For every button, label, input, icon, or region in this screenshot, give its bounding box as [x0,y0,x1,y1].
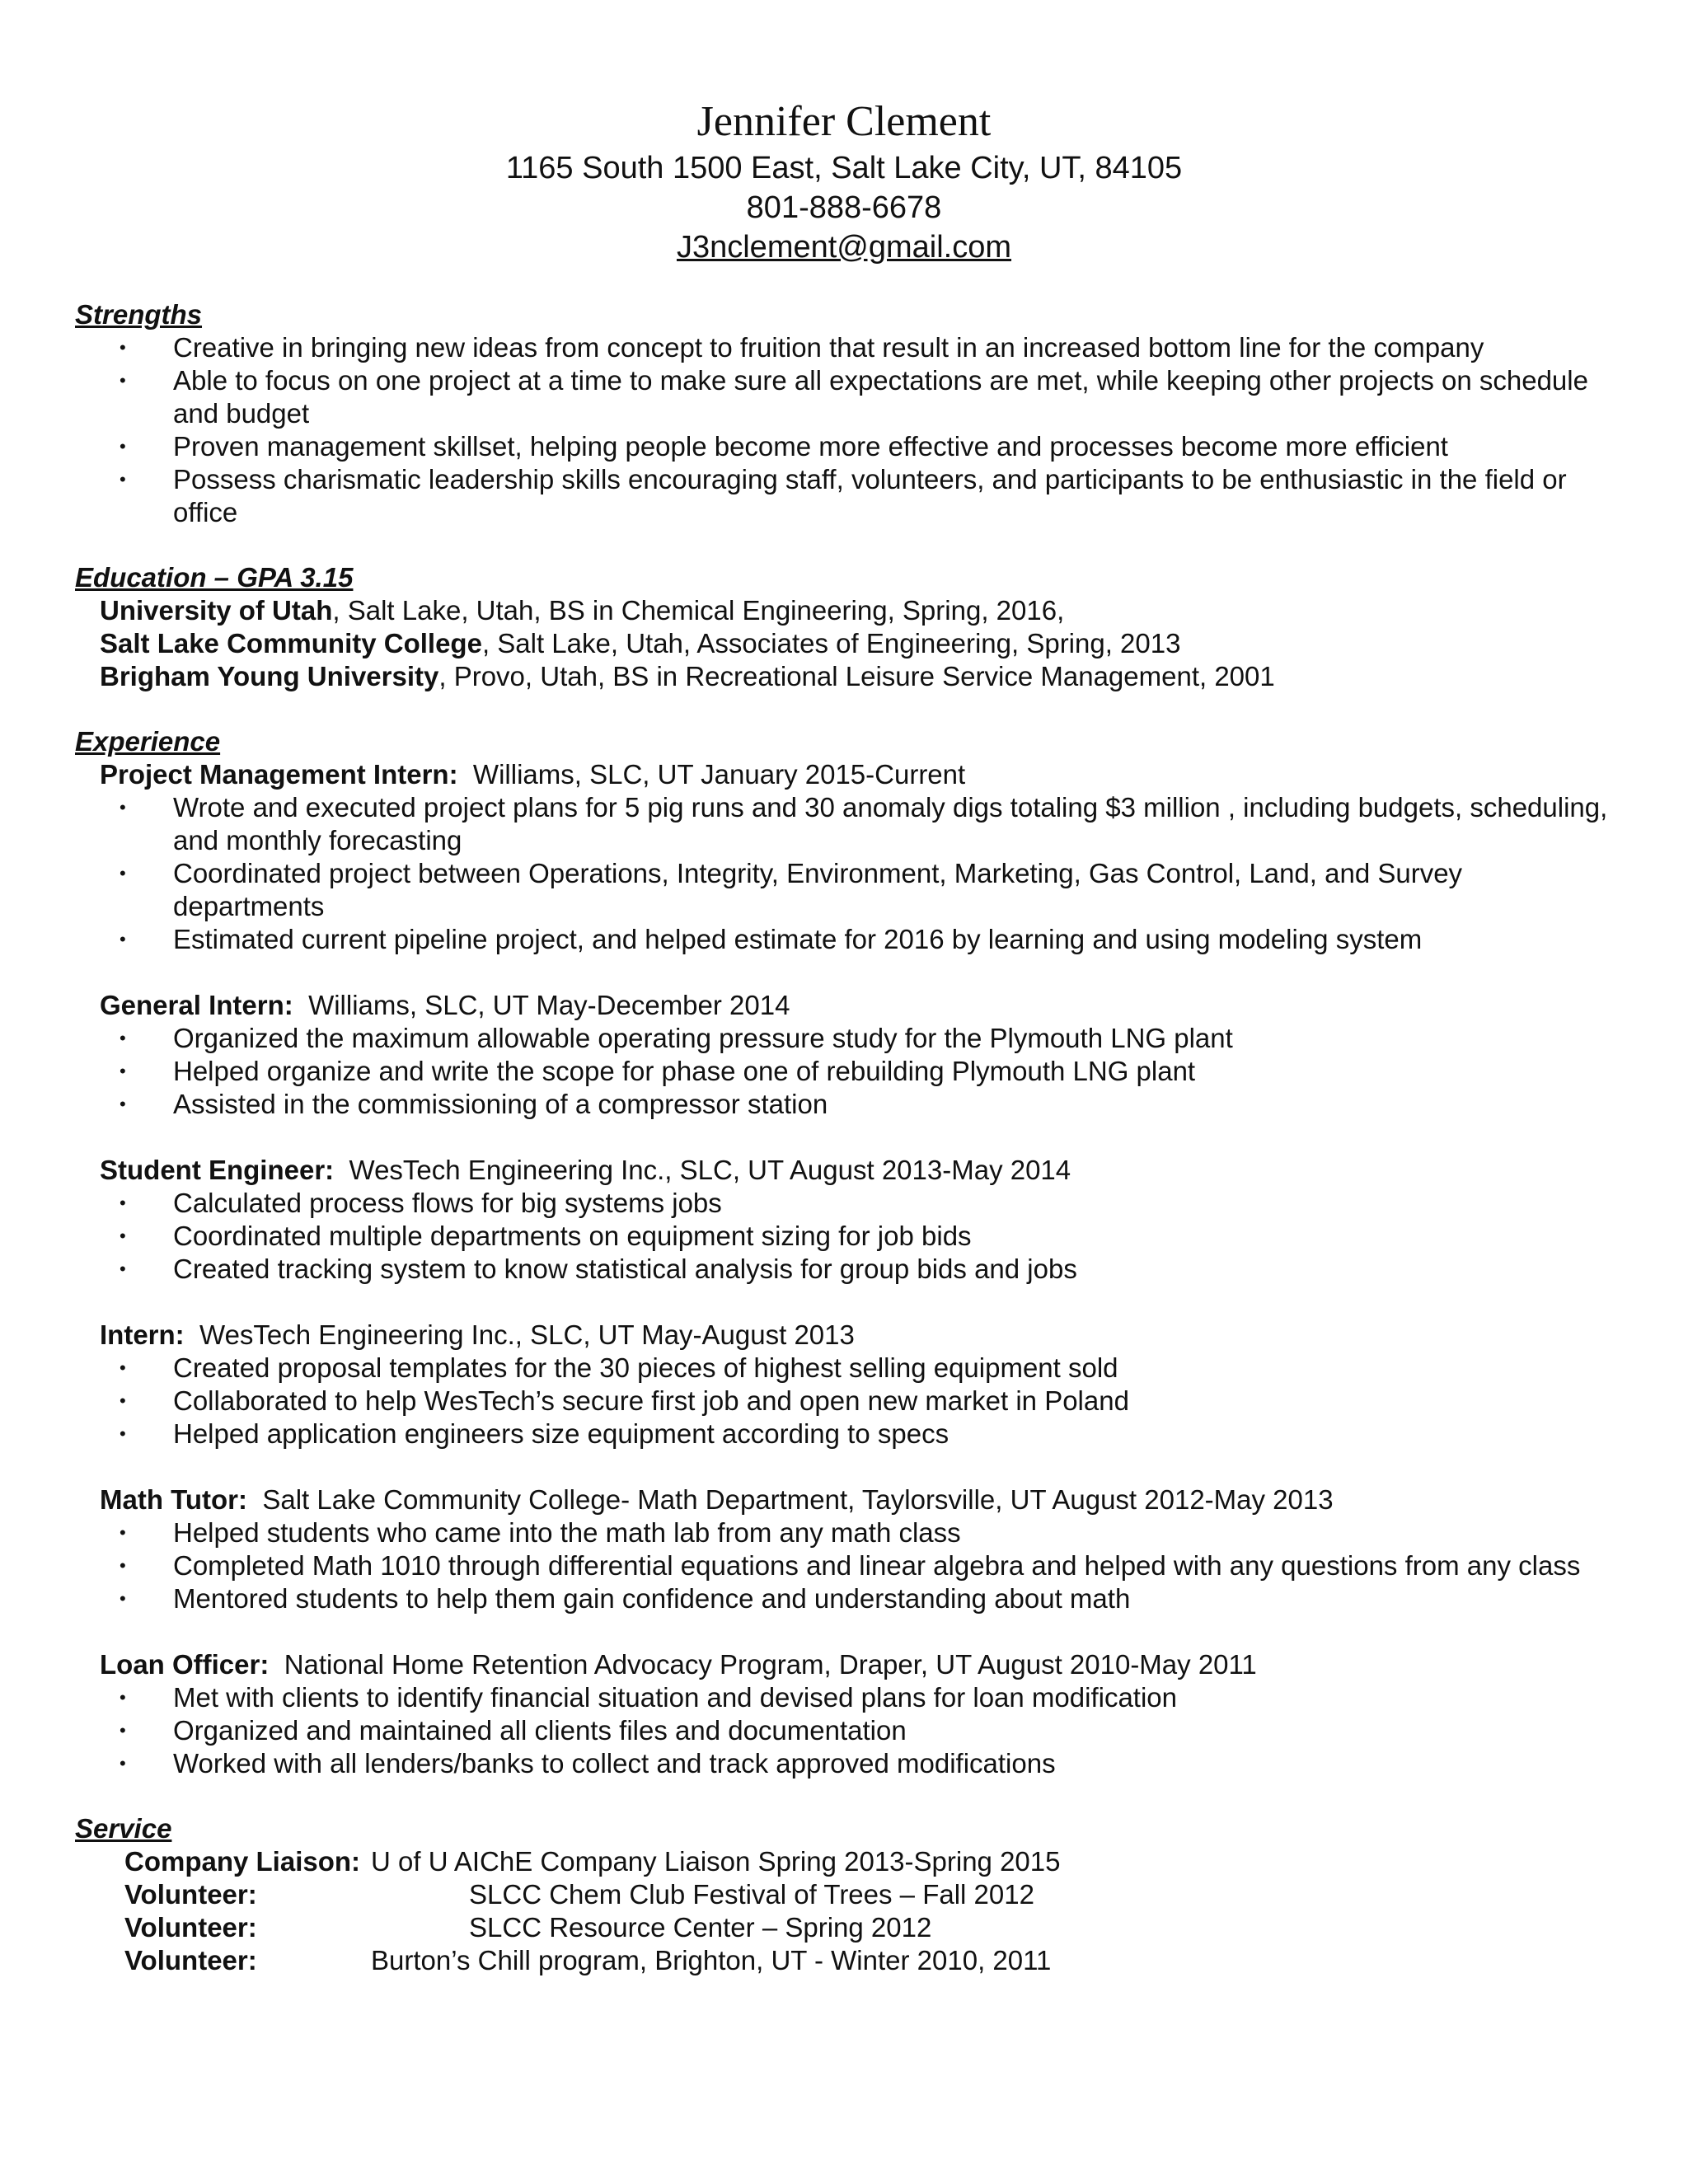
bullet-icon: • [120,370,126,391]
bullet-icon: • [120,1258,126,1279]
job-role: Project Management Intern: [100,759,458,790]
job-bullets [75,1352,1641,1451]
list-item: • Mentored students to help them gain confidence and understanding about math [120,1583,1131,1614]
job-role: Math Tutor: [100,1484,248,1515]
bullet-icon: • [120,1226,126,1246]
bullet-icon: • [120,797,126,818]
bullet-icon: • [120,1720,126,1741]
bullet-icon: • [120,1193,126,1213]
bullet-icon: • [120,436,126,457]
education-entry [75,660,1641,693]
list-item: • Estimated current pipeline project, and helped estimate for 2016 by learning and using modeling system [120,924,1423,954]
school-name: University of Utah [100,595,333,626]
list-item: • Created proposal templates for the 30 pieces of highest selling equipment sold [120,1352,1118,1383]
list-item: • Calculated process flows for big systems jobs [120,1188,722,1218]
bullet-icon: • [120,1522,126,1543]
job-entry [75,989,1641,1121]
service-entry [75,1911,1641,1944]
job-header [75,1319,1641,1352]
job-role: Loan Officer: [100,1649,270,1680]
list-item: • Coordinated multiple departments on equipment sizing for job bids [120,1221,972,1251]
education-details: , Salt Lake, Utah, BS in Chemical Engineering, Spring, 2016, [332,595,1065,626]
job-details: Salt Lake Community College- Math Department, Taylorsville, UT August 2012-May 2013 [262,1484,1334,1515]
service-role: Company Liaison: [124,1846,361,1877]
school-name: Brigham Young University [100,661,439,691]
strengths-list [75,331,1641,529]
list-item: • Met with clients to identify financial situation and devised plans for loan modification [120,1682,1178,1713]
bullet-icon: • [120,1061,126,1081]
list-item: • Coordinated project between Operations, Integrity, Environment, Marketing, Gas Control, Land, and Survey departments [120,858,1463,921]
education-entry [75,627,1641,660]
job-details: WesTech Engineering Inc., SLC, UT May-August 2013 [199,1319,855,1350]
list-item: • Possess charismatic leadership skills encouraging staff, volunteers, and participants to be enthusiastic in the field or office [120,464,1567,527]
job-details: Williams, SLC, UT January 2015-Current [472,759,966,790]
list-item: • Helped application engineers size equipment according to specs [120,1418,950,1449]
bullet-icon: • [120,1423,126,1444]
experience-heading: Experience [75,726,221,757]
strengths-heading: Strengths [75,299,203,330]
job-entry [75,1483,1641,1615]
bullet-icon: • [120,1094,126,1114]
bullet-icon: • [120,1753,126,1774]
list-item: • Able to focus on one project at a time to make sure all expectations are met, while keeping other projects on schedule and budget [120,365,1588,429]
job-bullets [75,1681,1641,1780]
job-header [75,1154,1641,1187]
job-details: Williams, SLC, UT May-December 2014 [308,990,790,1020]
bullet-icon: • [120,1390,126,1411]
school-name: Salt Lake Community College [100,628,482,658]
service-details: SLCC Chem Club Festival of Trees – Fall 2012 [469,1879,1034,1910]
list-item: • Assisted in the commissioning of a compressor station [120,1089,828,1119]
service-entry [75,1878,1641,1911]
bullet-icon: • [120,863,126,883]
list-item: • Creative in bringing new ideas from concept to fruition that result in an increased bottom line for the company [120,332,1484,363]
service-role: Volunteer: [124,1912,257,1943]
service-details: U of U AIChE Company Liaison Spring 2013-Spring 2015 [371,1846,1061,1877]
job-bullets [75,1187,1641,1286]
job-details: WesTech Engineering Inc., SLC, UT August 2013-May 2014 [349,1155,1071,1185]
job-entry [75,1648,1641,1780]
job-details: National Home Retention Advocacy Program, Draper, UT August 2010-May 2011 [284,1649,1257,1680]
list-item: • Worked with all lenders/banks to collect and track approved modifications [120,1748,1056,1779]
service-entry [75,1944,1641,1977]
education-details: , Salt Lake, Utah, Associates of Engineering, Spring, 2013 [481,628,1181,658]
resume-body [75,298,1641,1977]
job-entry [75,1154,1641,1286]
service-role: Volunteer: [124,1945,257,1975]
list-item: • Completed Math 1010 through differential equations and linear algebra and helped with any questions from any class [120,1550,1581,1581]
list-item: • Organized and maintained all clients files and documentation [120,1715,907,1746]
phone-number: 801-888-6678 [746,190,942,225]
bullet-icon: • [120,337,126,358]
job-bullets [75,1022,1641,1121]
job-header [75,989,1641,1022]
list-item: • Helped organize and write the scope for phase one of rebuilding Plymouth LNG plant [120,1056,1196,1086]
job-bullets [75,791,1641,956]
list-item: • Organized the maximum allowable operating pressure study for the Plymouth LNG plant [120,1023,1233,1053]
list-item: • Proven management skillset, helping people become more effective and processes become more efficient [120,431,1448,462]
job-role: Student Engineer: [100,1155,335,1185]
resume-header [0,97,1688,267]
bullet-icon: • [120,1028,126,1048]
bullet-icon: • [120,469,126,490]
bullet-icon: • [120,1357,126,1378]
email-link[interactable]: J3nclement@gmail.com [676,230,1012,265]
list-item: • Created tracking system to know statistical analysis for group bids and jobs [120,1254,1077,1284]
bullet-icon: • [120,1687,126,1708]
job-role: Intern: [100,1319,185,1350]
service-role: Volunteer: [124,1879,257,1910]
address: 1165 South 1500 East, Salt Lake City, UT, 84105 [505,151,1183,185]
education-details: , Provo, Utah, BS in Recreational Leisure Service Management, 2001 [438,661,1275,691]
job-bullets [75,1516,1641,1615]
education-heading: Education – GPA 3.15 [75,562,354,593]
service-heading: Service [75,1813,172,1844]
job-header [75,758,1641,791]
job-role: General Intern: [100,990,293,1020]
list-item: • Collaborated to help WesTech’s secure first job and open new market in Poland [120,1385,1129,1416]
job-entry [75,758,1641,956]
job-header [75,1648,1641,1681]
bullet-icon: • [120,1555,126,1576]
list-item: • Wrote and executed project plans for 5 pig runs and 30 anomaly digs totaling $3 million , including budgets, scheduling, and monthly forecasting [120,792,1608,855]
service-entry [75,1845,1641,1878]
candidate-name: Jennifer Clement [696,98,992,145]
service-details: SLCC Resource Center – Spring 2012 [469,1912,932,1943]
list-item: • Helped students who came into the math lab from any math class [120,1517,961,1548]
bullet-icon: • [120,1588,126,1609]
bullet-icon: • [120,929,126,949]
education-entry [75,594,1641,627]
job-entry [75,1319,1641,1451]
job-header [75,1483,1641,1516]
service-details: Burton’s Chill program, Brighton, UT - Winter 2010, 2011 [371,1945,1052,1975]
